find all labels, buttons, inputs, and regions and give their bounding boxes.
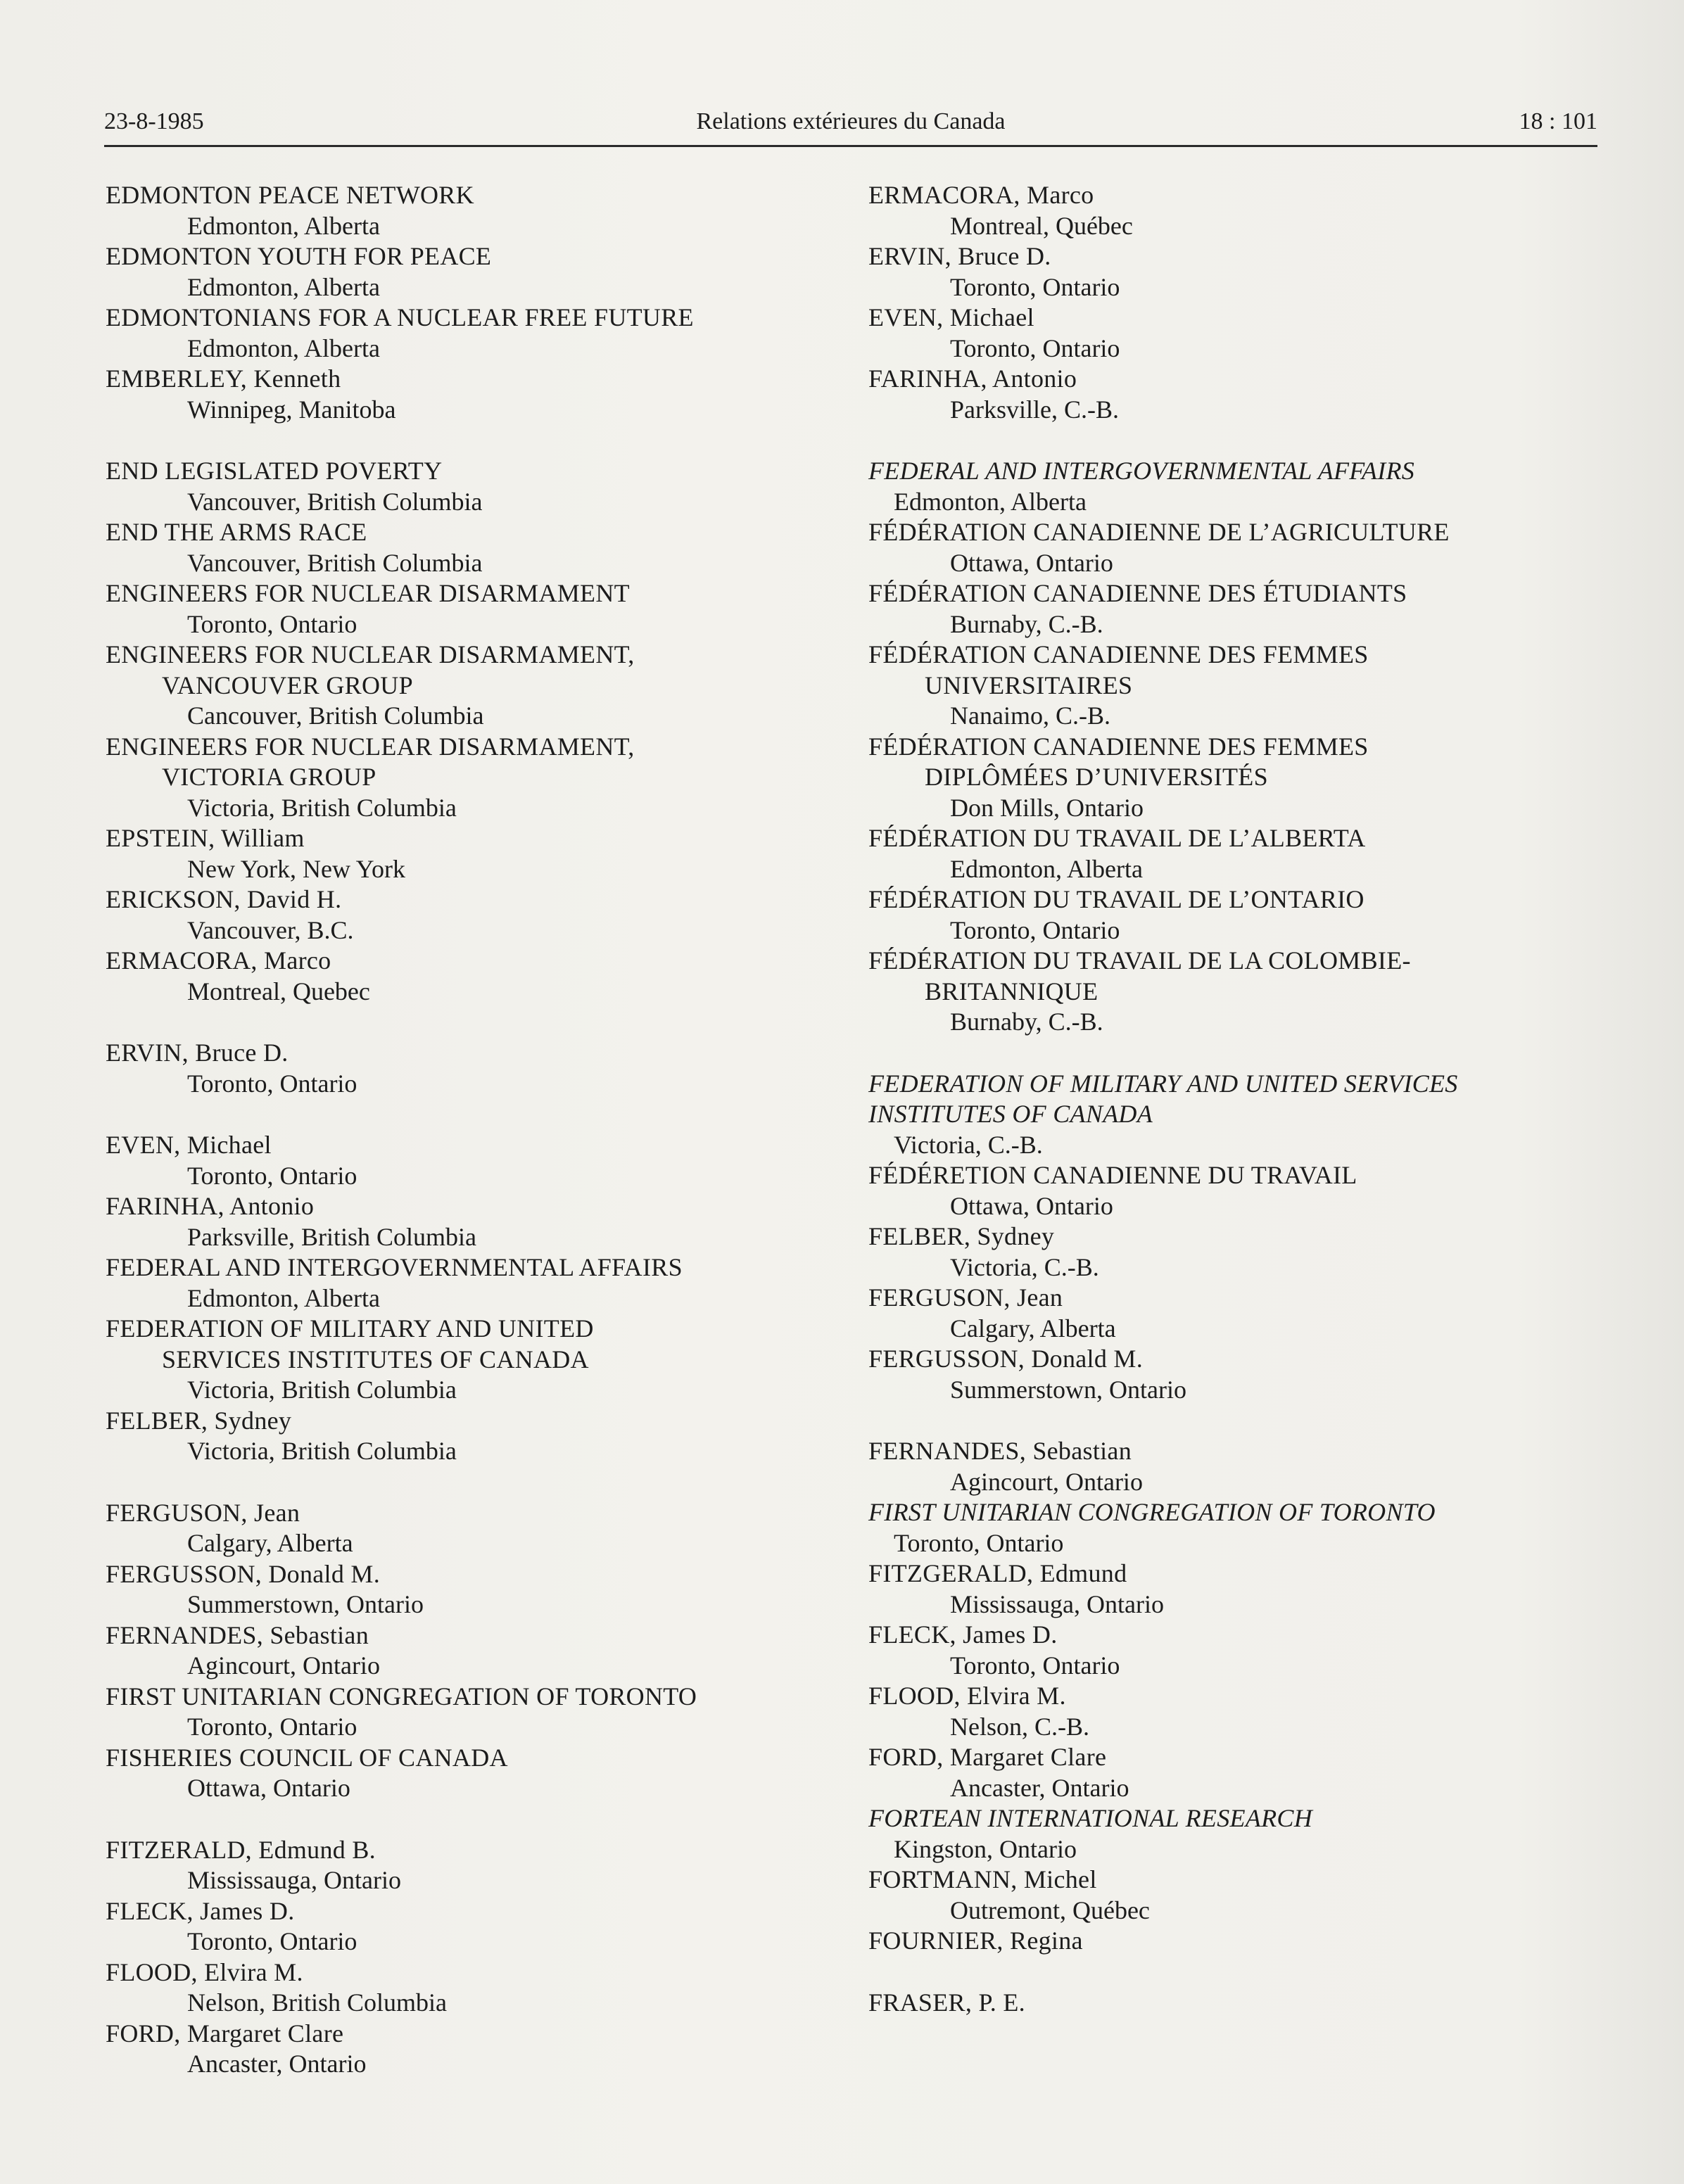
entry-location: Nelson, British Columbia <box>187 1988 447 2017</box>
entry-location: Calgary, Alberta <box>187 1529 353 1557</box>
entry-name: FÉDÉRETION CANADIENNE DU TRAVAIL <box>868 1161 1357 1189</box>
list-entry <box>106 1130 852 1191</box>
entry-location: Toronto, Ontario <box>187 1927 357 1955</box>
entry-name: FERGUSON, Jean <box>868 1283 1063 1312</box>
header-page-number: 18 : 101 <box>1519 108 1597 134</box>
list-entry <box>868 456 1614 517</box>
entry-name: FORTMANN, Michel <box>868 1865 1097 1893</box>
entry-location: Mississauga, Ontario <box>950 1589 1164 1618</box>
list-entry <box>868 1620 1614 1681</box>
list-entry <box>868 1436 1614 1497</box>
list-entry <box>868 1926 1614 1957</box>
list-entry <box>106 732 852 824</box>
entry-name: FLOOD, Elvira M. <box>868 1682 1066 1710</box>
list-entry <box>868 1069 1614 1161</box>
entry-name: ERICKSON, David H. <box>106 885 342 913</box>
entry-location: Outremont, Québec <box>950 1896 1150 1924</box>
list-entry <box>106 823 852 884</box>
entry-location: Vancouver, British Columbia <box>187 548 483 577</box>
entry-name-continued: INSTITUTES OF CANADA <box>868 1100 1153 1128</box>
list-entry <box>868 241 1614 303</box>
entry-name: FÉDÉRATION CANADIENNE DE L’AGRICULTURE <box>868 518 1450 546</box>
list-entry <box>106 180 852 241</box>
entry-location: Victoria, British Columbia <box>187 793 457 822</box>
entry-location: Toronto, Ontario <box>950 272 1120 301</box>
entry-location: Nelson, C.-B. <box>950 1712 1089 1741</box>
list-entry <box>106 1896 852 1957</box>
entry-name: FÉDÉRATION CANADIENNE DES FEMMES <box>868 732 1369 761</box>
entry-name: FARINHA, Antonio <box>106 1192 315 1220</box>
list-entry <box>868 517 1614 578</box>
list-entry <box>106 1743 852 1804</box>
list-entry <box>106 241 852 303</box>
list-entry <box>868 1344 1614 1405</box>
entry-location: Toronto, Ontario <box>187 1069 357 1098</box>
list-entry <box>106 1314 852 1406</box>
entry-name: FORD, Margaret Clare <box>106 2019 344 2048</box>
right-column <box>868 180 1614 2018</box>
entry-name: EDMONTON YOUTH FOR PEACE <box>106 242 492 270</box>
list-entry <box>868 640 1614 732</box>
entry-name: EPSTEIN, William <box>106 824 305 852</box>
entry-location: Ottawa, Ontario <box>950 1191 1113 1220</box>
entry-location: Ancaster, Ontario <box>950 1773 1129 1802</box>
entry-location: Toronto, Ontario <box>950 334 1120 362</box>
list-entry <box>868 1221 1614 1283</box>
entry-name: EDMONTONIANS FOR A NUCLEAR FREE FUTURE <box>106 303 694 331</box>
entry-location: Parksville, C.-B. <box>950 395 1119 424</box>
entry-name-continued: VANCOUVER GROUP <box>162 671 413 699</box>
list-entry <box>106 1835 852 1896</box>
list-entry <box>106 640 852 732</box>
list-entry <box>868 1681 1614 1742</box>
entry-name: ENGINEERS FOR NUCLEAR DISARMAMENT, <box>106 732 635 761</box>
list-entry <box>868 1742 1614 1803</box>
entry-location: Ottawa, Ontario <box>187 1774 350 1802</box>
entry-name: FORD, Margaret Clare <box>868 1743 1107 1771</box>
header-date: 23-8-1985 <box>104 108 204 134</box>
list-entry <box>106 1498 852 1559</box>
list-entry <box>106 303 852 364</box>
list-entry <box>106 578 852 640</box>
list-entry <box>868 303 1614 364</box>
entry-location: Edmonton, Alberta <box>894 487 1087 516</box>
page-header <box>104 106 1597 147</box>
entry-location: Calgary, Alberta <box>950 1314 1116 1342</box>
entry-name: ERMACORA, Marco <box>106 946 331 974</box>
entry-location: Agincourt, Ontario <box>950 1467 1143 1496</box>
entry-location: Ancaster, Ontario <box>187 2050 367 2078</box>
list-entry <box>868 1497 1614 1558</box>
entry-name-continued: VICTORIA GROUP <box>162 763 376 791</box>
list-entry <box>868 1160 1614 1221</box>
entry-name: FÉDÉRATION DU TRAVAIL DE L’ONTARIO <box>868 885 1365 913</box>
list-entry <box>106 1038 852 1099</box>
entry-name: FLECK, James D. <box>868 1620 1058 1649</box>
entry-name-continued: SERVICES INSTITUTES OF CANADA <box>162 1345 589 1373</box>
entry-location: Edmonton, Alberta <box>187 1283 380 1312</box>
entry-name: FERGUSSON, Donald M. <box>868 1345 1144 1373</box>
entry-name: ENGINEERS FOR NUCLEAR DISARMAMENT, <box>106 640 635 668</box>
list-entry <box>106 1682 852 1743</box>
entry-name: FEDERATION OF MILITARY AND UNITED SERVICES <box>868 1069 1458 1098</box>
entry-location: Don Mills, Ontario <box>950 793 1144 822</box>
entry-name: FISHERIES COUNCIL OF CANADA <box>106 1743 508 1772</box>
entry-location: Victoria, C.-B. <box>894 1130 1043 1159</box>
entry-name: FELBER, Sydney <box>106 1406 292 1435</box>
list-entry <box>106 1620 852 1682</box>
entry-location: Vancouver, B.C. <box>187 915 354 944</box>
list-entry <box>106 1559 852 1620</box>
entry-name-continued: BRITANNIQUE <box>925 977 1099 1005</box>
entry-name: FERGUSSON, Donald M. <box>106 1559 381 1588</box>
entry-name: ERVIN, Bruce D. <box>106 1039 289 1067</box>
entry-location: Agincourt, Ontario <box>187 1651 380 1680</box>
entry-name: END LEGISLATED POVERTY <box>106 457 443 485</box>
entry-location: Montreal, Quebec <box>187 977 370 1005</box>
entry-location: Winnipeg, Manitoba <box>187 395 396 424</box>
list-entry <box>106 2019 852 2080</box>
list-entry <box>868 732 1614 824</box>
list-entry <box>868 1988 1614 2019</box>
entry-name: FIRST UNITARIAN CONGREGATION OF TORONTO <box>106 1682 697 1710</box>
list-entry <box>868 1865 1614 1926</box>
entry-name: ENGINEERS FOR NUCLEAR DISARMAMENT <box>106 579 630 607</box>
entry-location: Burnaby, C.-B. <box>950 1008 1103 1036</box>
entry-name: FIRST UNITARIAN CONGREGATION OF TORONTO <box>868 1498 1436 1526</box>
entry-name: EDMONTON PEACE NETWORK <box>106 181 474 209</box>
entry-name: FÉDÉRATION DU TRAVAIL DE LA COLOMBIE- <box>868 946 1411 974</box>
entry-name: FITZGERALD, Edmund <box>868 1559 1127 1587</box>
entry-location: Victoria, British Columbia <box>187 1437 457 1465</box>
entry-location: Toronto, Ontario <box>950 915 1120 944</box>
entry-location: Toronto, Ontario <box>187 1161 357 1190</box>
left-column <box>106 180 852 2080</box>
list-entry <box>868 1558 1614 1620</box>
entry-location: Vancouver, British Columbia <box>187 487 483 516</box>
list-entry <box>106 1252 852 1314</box>
entry-location: Toronto, Ontario <box>187 1713 357 1741</box>
entry-name: FITZERALD, Edmund B. <box>106 1835 376 1864</box>
entry-name: FÉDÉRATION DU TRAVAIL DE L’ALBERTA <box>868 824 1366 852</box>
list-entry <box>868 364 1614 425</box>
entry-name: FEDERATION OF MILITARY AND UNITED <box>106 1314 594 1342</box>
entry-name: FARINHA, Antonio <box>868 364 1077 393</box>
entry-location: Montreal, Québec <box>950 211 1133 240</box>
entry-location: Nanaimo, C.-B. <box>950 701 1110 730</box>
entry-location: Ottawa, Ontario <box>950 548 1113 577</box>
list-entry <box>106 884 852 946</box>
entry-name: EMBERLEY, Kenneth <box>106 364 341 393</box>
entry-location: Burnaby, C.-B. <box>950 609 1103 638</box>
list-entry <box>868 180 1614 241</box>
entry-location: New York, New York <box>187 854 406 883</box>
entry-location: Mississauga, Ontario <box>187 1866 401 1894</box>
entry-location: Parksville, British Columbia <box>187 1222 476 1251</box>
entry-location: Toronto, Ontario <box>187 609 357 638</box>
entry-location: Edmonton, Alberta <box>187 272 380 301</box>
list-entry <box>868 946 1614 1038</box>
list-entry <box>868 823 1614 884</box>
entry-name: FERNANDES, Sebastian <box>106 1620 369 1649</box>
list-entry <box>868 884 1614 946</box>
list-entry <box>868 1803 1614 1865</box>
entry-name: FORTEAN INTERNATIONAL RESEARCH <box>868 1804 1313 1832</box>
entry-name: FEDERAL AND INTERGOVERNMENTAL AFFAIRS <box>106 1253 683 1281</box>
entry-location: Victoria, C.-B. <box>950 1252 1099 1281</box>
entry-name: FELBER, Sydney <box>868 1222 1055 1250</box>
entry-name-continued: UNIVERSITAIRES <box>925 671 1133 699</box>
entry-location: Cancouver, British Columbia <box>187 701 484 730</box>
list-entry <box>106 946 852 1007</box>
entry-name: FEDERAL AND INTERGOVERNMENTAL AFFAIRS <box>868 457 1415 485</box>
list-entry <box>106 1406 852 1467</box>
entry-name: ERVIN, Bruce D. <box>868 242 1051 270</box>
list-entry <box>106 517 852 578</box>
entry-name: FERGUSON, Jean <box>106 1498 300 1527</box>
entry-name: FOURNIER, Regina <box>868 1926 1083 1955</box>
entry-name: FERNANDES, Sebastian <box>868 1437 1132 1465</box>
entry-location: Summerstown, Ontario <box>950 1375 1186 1404</box>
entry-name: FLOOD, Elvira M. <box>106 1957 303 1986</box>
entry-name: EVEN, Michael <box>106 1131 272 1159</box>
list-entry <box>106 456 852 517</box>
list-entry <box>106 364 852 425</box>
entry-location: Summerstown, Ontario <box>187 1590 424 1618</box>
entry-location: Toronto, Ontario <box>950 1651 1120 1680</box>
entry-name: FÉDÉRATION CANADIENNE DES FEMMES <box>868 640 1369 668</box>
entry-location: Toronto, Ontario <box>894 1528 1064 1557</box>
entry-name: FÉDÉRATION CANADIENNE DES ÉTUDIANTS <box>868 579 1407 607</box>
list-entry <box>868 1283 1614 1344</box>
entry-name: END THE ARMS RACE <box>106 518 367 546</box>
entry-location: Edmonton, Alberta <box>187 334 380 362</box>
entry-name-continued: DIPLÔMÉES D’UNIVERSITÉS <box>925 763 1268 791</box>
entry-location: Victoria, British Columbia <box>187 1376 457 1404</box>
entry-name: FRASER, P. E. <box>868 1988 1025 2017</box>
list-entry <box>106 1191 852 1252</box>
entry-location: Edmonton, Alberta <box>187 211 380 240</box>
entry-name: ERMACORA, Marco <box>868 181 1094 209</box>
entry-location: Edmonton, Alberta <box>950 854 1143 883</box>
entry-location: Kingston, Ontario <box>894 1834 1077 1863</box>
entry-name: FLECK, James D. <box>106 1896 295 1925</box>
header-title: Relations extérieures du Canada <box>696 108 1006 134</box>
list-entry <box>868 578 1614 640</box>
entry-name: EVEN, Michael <box>868 303 1034 331</box>
list-entry <box>106 1957 852 2019</box>
